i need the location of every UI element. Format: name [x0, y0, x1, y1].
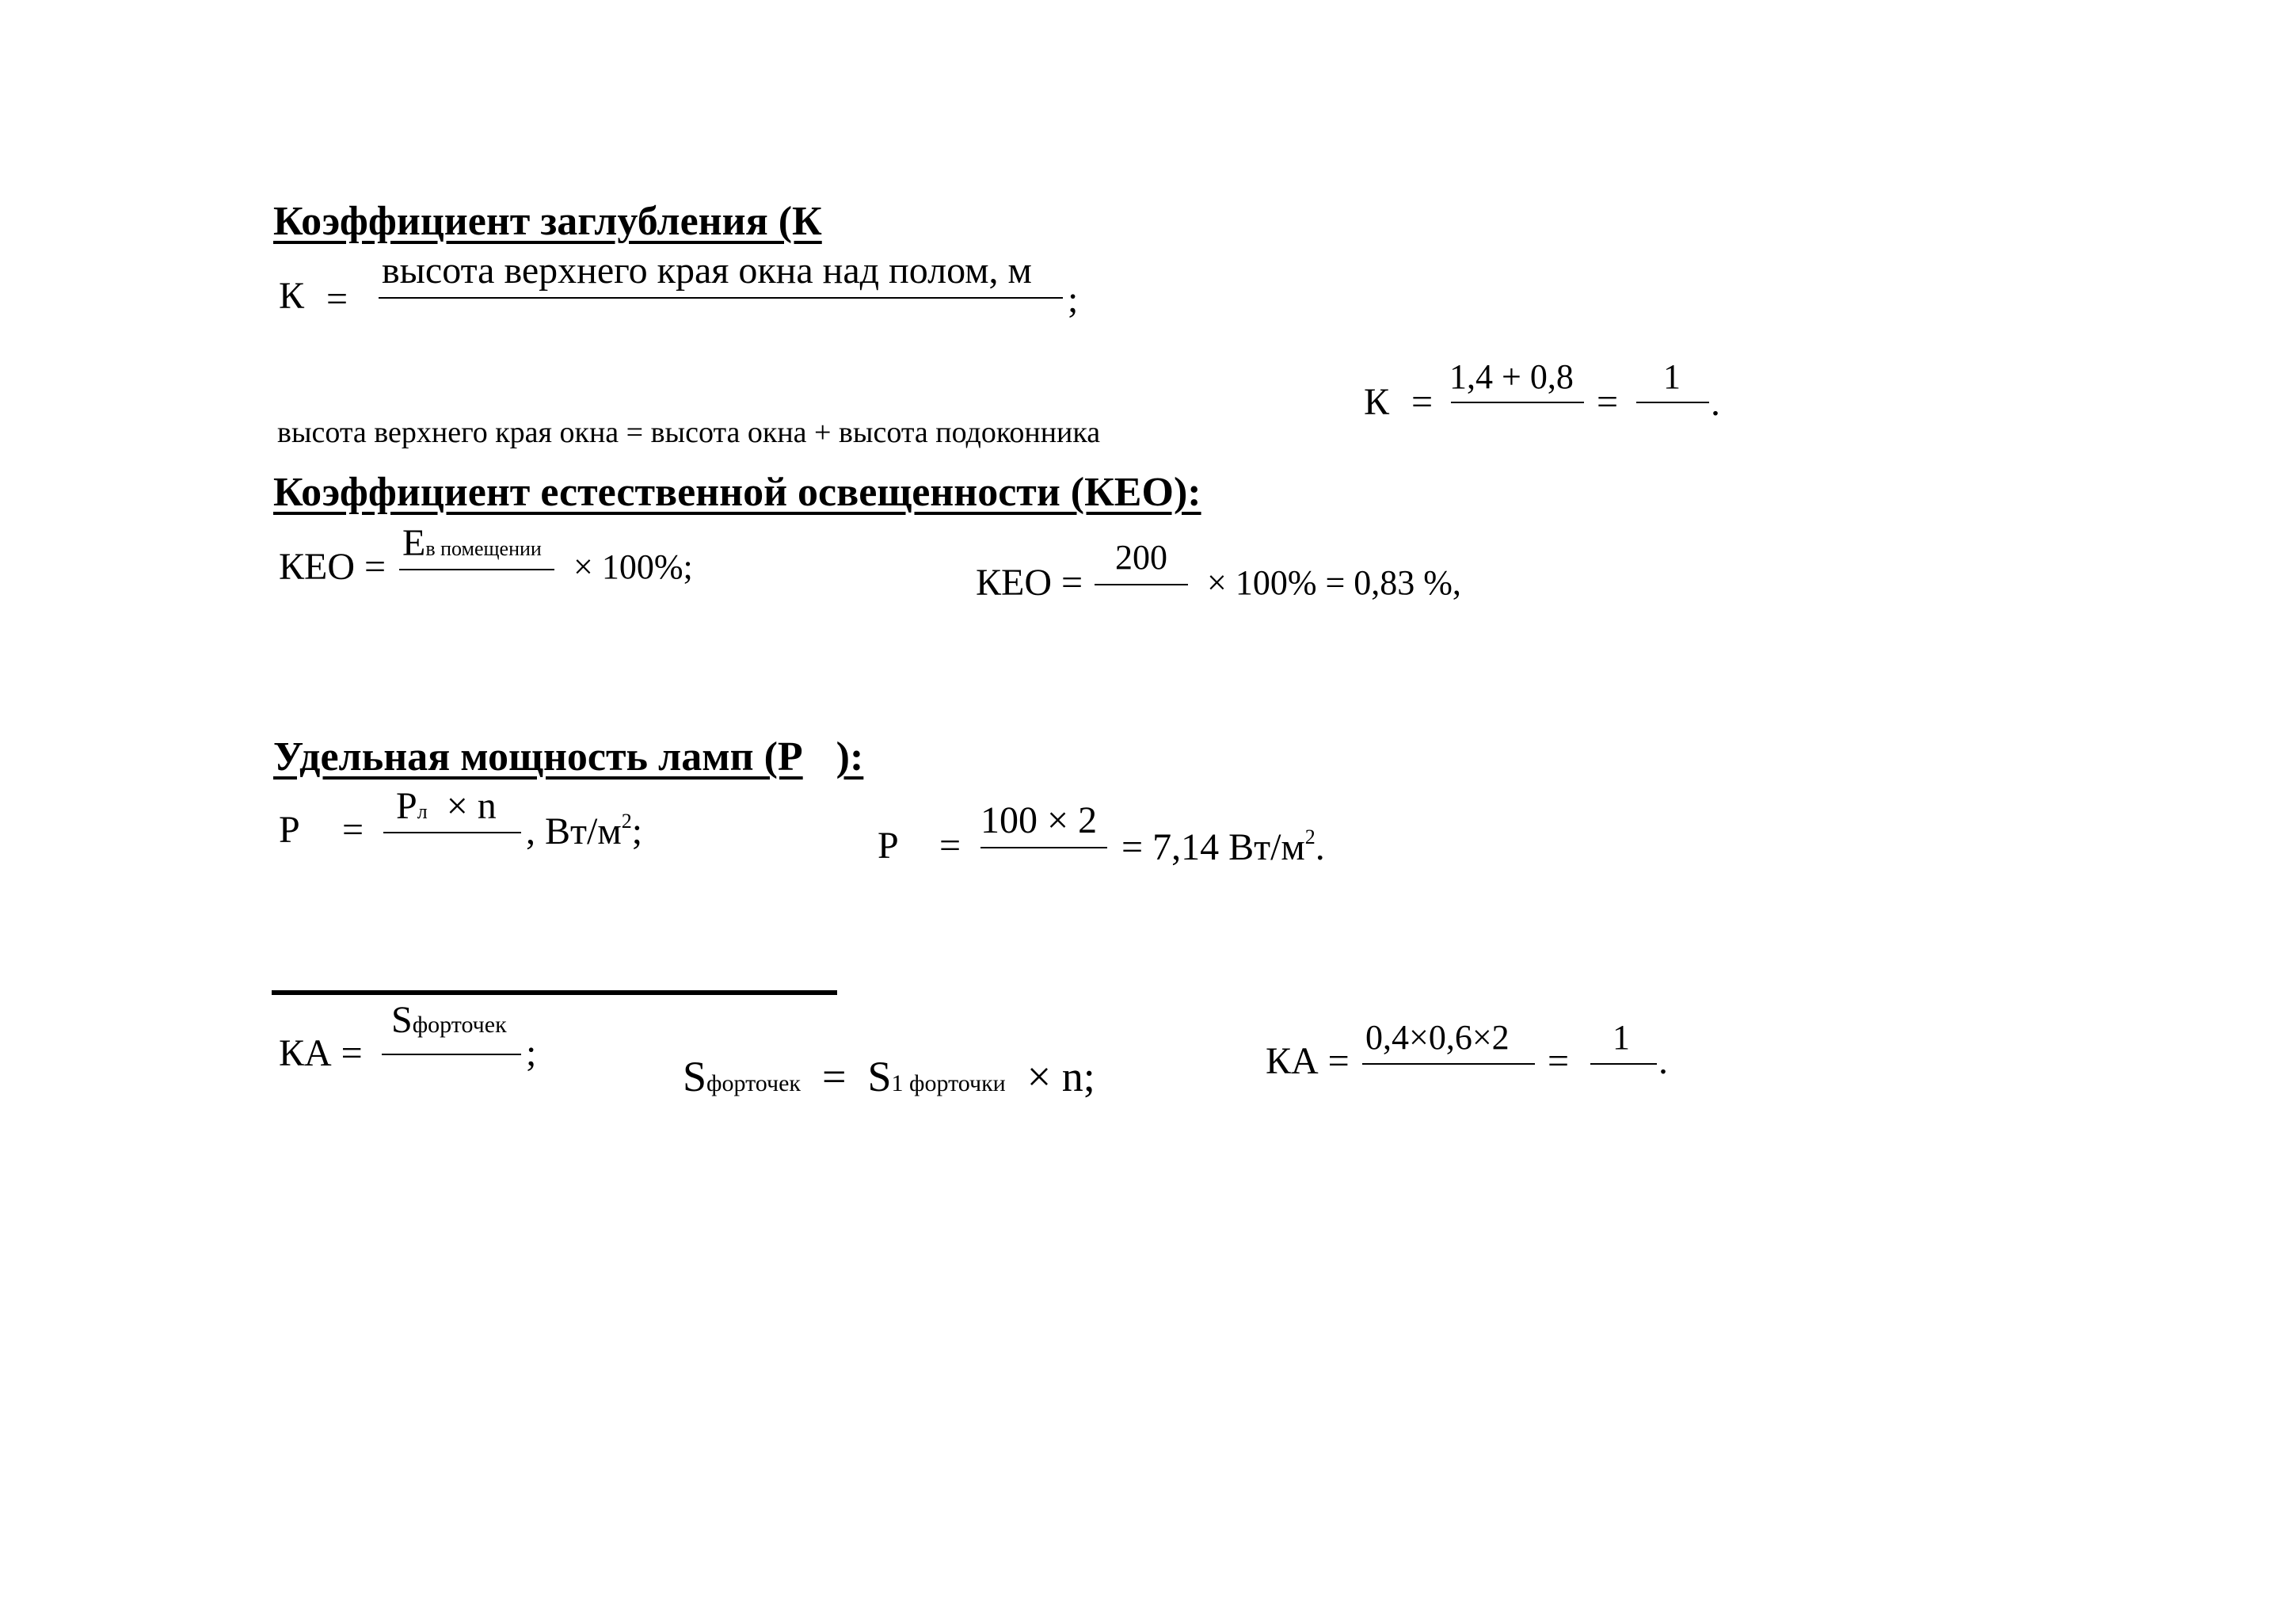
ka-fraction-bar	[382, 1054, 521, 1055]
k-example-numerator-2: 1	[1663, 357, 1681, 396]
keo-numerator: Ев помещении	[402, 522, 542, 564]
keo-example-bar	[1095, 584, 1188, 585]
k-example-numerator: 1,4 + 0,8	[1449, 357, 1574, 396]
k-fraction-bar	[379, 297, 1063, 299]
k-example-lhs: К	[1364, 381, 1390, 423]
k-equals: =	[326, 278, 348, 320]
ka-example-bar	[1362, 1063, 1535, 1065]
p-numerator: Рл × n	[396, 785, 497, 827]
keo-example-numerator: 200	[1115, 538, 1167, 577]
ka-example-lhs: КА =	[1266, 1040, 1350, 1082]
k-numerator: высота верхнего края окна над полом, м	[382, 250, 1032, 292]
k-example-bar-2	[1636, 402, 1709, 403]
p-example-tail: = 7,14 $Вт/м^2$.	[1121, 825, 1325, 868]
p-example-numerator: 100 × 2	[980, 799, 1098, 841]
ka-semicolon: ;	[526, 1032, 537, 1074]
keo-example-tail: × 100% = 0,83 %,	[1207, 563, 1461, 602]
p-unit: , $Вт/м^2$;	[526, 810, 643, 852]
k-example-dot: .	[1711, 382, 1720, 424]
keo-tail: × 100%;	[573, 547, 693, 586]
k-semicolon: ;	[1068, 279, 1079, 321]
k-lhs: К	[279, 275, 305, 317]
ka-example-bar-2	[1590, 1063, 1657, 1065]
ka-example-numerator-2: 1	[1613, 1018, 1630, 1057]
keo-fraction-bar	[399, 569, 554, 570]
p-example-bar	[980, 847, 1107, 848]
heading-depth-coefficient: Коэффициент заглубления (К	[273, 199, 822, 244]
p-example-lhs: Р	[878, 825, 899, 867]
k-example-equals-2: =	[1597, 381, 1619, 423]
heading-keo: Коэффициент естественной освещенности (КЕО):	[273, 470, 1201, 515]
k-example-equals: =	[1411, 381, 1434, 423]
ka-numerator: Sфорточек	[391, 999, 507, 1041]
ka-example-numerator: 0,4×0,6×2	[1365, 1018, 1510, 1057]
ka-example-equals: =	[1548, 1040, 1570, 1082]
k-note: высота верхнего края окна = высота окна + высота подоконника	[277, 416, 1101, 449]
heading-lamp-power: Удельная мощность ламп (Р ):	[273, 734, 864, 780]
ka-lhs: КА =	[279, 1032, 363, 1074]
keo-example-lhs: КЕО =	[976, 562, 1083, 604]
p-equals: =	[342, 809, 364, 851]
p-example-equals: =	[939, 825, 961, 867]
s-formula: Sфорточек = S1 форточки × n;	[683, 1053, 1095, 1100]
k-example-bar	[1451, 402, 1584, 403]
p-fraction-bar	[383, 832, 521, 833]
p-lhs: Р	[279, 809, 300, 851]
heading-underline-blank	[272, 990, 837, 995]
keo-lhs: КЕО =	[279, 546, 386, 588]
ka-example-dot: .	[1658, 1040, 1668, 1082]
